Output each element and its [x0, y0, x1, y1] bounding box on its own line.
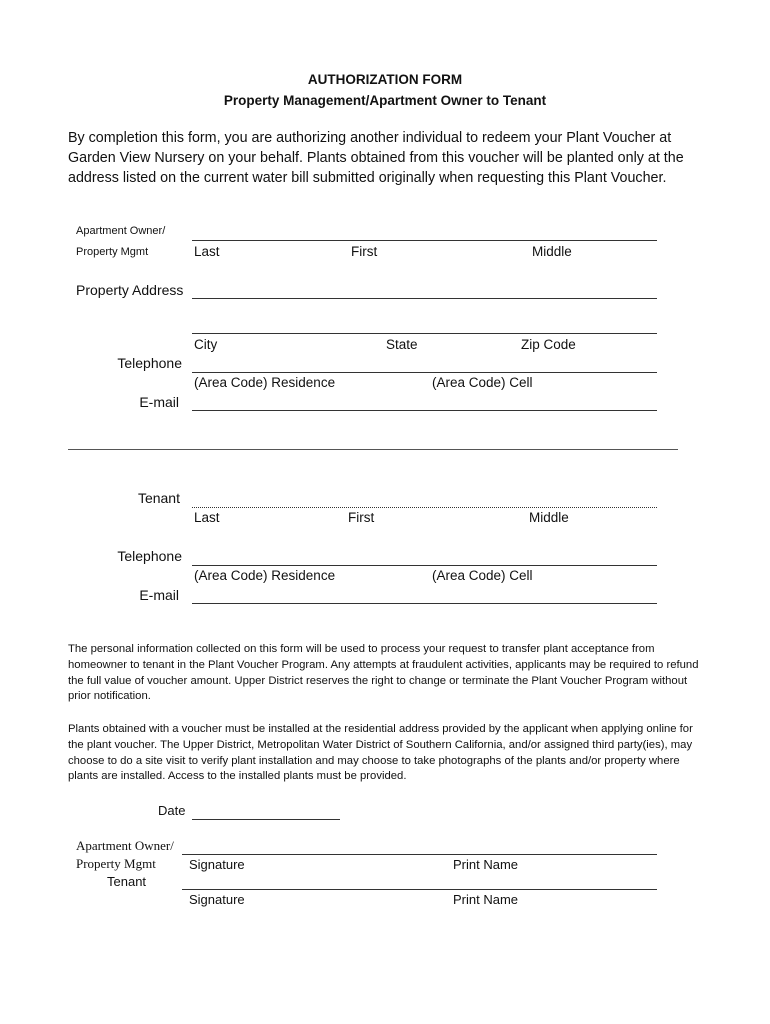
tenant-print-name-caption: Print Name — [453, 892, 519, 907]
sig-owner-label-line2: Property Mgmt — [76, 856, 156, 871]
owner-label-line2: Property Mgmt — [76, 246, 149, 258]
owner-print-name-caption: Print Name — [453, 857, 519, 872]
installation-paragraph: Plants obtained with a voucher must be installed at the residential address provided by the applicant when applying online for the plant voucher. The Upper District, Metropolitan Water District of Southern California, and/or assigned third party(ies), may choose to do a site visit to verify plant installation and may choose to take photographs of the plants and/or property where plants are installed. Access to the installed plants must be provided. — [68, 723, 693, 783]
tenant-telephone-field[interactable] — [192, 565, 657, 566]
tenant-first-caption: First — [348, 510, 375, 525]
tenant-email-label: E-mail — [139, 587, 179, 603]
owner-telephone-field[interactable] — [192, 372, 657, 373]
tenant-last-caption: Last — [194, 510, 220, 525]
tenant-cell-caption: (Area Code) Cell — [432, 568, 533, 583]
tenant-middle-caption: Middle — [529, 510, 569, 525]
section-divider — [68, 449, 678, 450]
owner-cell-caption: (Area Code) Cell — [432, 375, 533, 390]
owner-residence-caption: (Area Code) Residence — [194, 375, 336, 390]
owner-middle-caption: Middle — [532, 244, 572, 259]
sig-tenant-label: Tenant — [107, 874, 147, 889]
owner-label-line1: Apartment Owner/ — [76, 225, 166, 237]
tenant-signature-caption: Signature — [189, 892, 245, 907]
tenant-email-field[interactable] — [192, 603, 657, 604]
city-caption: City — [194, 337, 218, 352]
owner-first-caption: First — [351, 244, 378, 259]
tenant-label: Tenant — [137, 490, 180, 506]
property-address-field[interactable] — [192, 298, 657, 299]
state-caption: State — [386, 337, 418, 352]
form-subtitle: Property Management/Apartment Owner to Tenant — [223, 93, 547, 108]
owner-last-caption: Last — [194, 244, 220, 259]
privacy-paragraph: The personal information collected on this form will be used to process your request to transfer plant acceptance from homeowner to tenant in the Plant Voucher Program. Any attempts at fraudulent activities, applicants may be required to refund the full value of voucher amount. Upper District reserves the right to change or terminate the Plant Voucher Program without prior notification. — [68, 643, 699, 703]
tenant-signature-field[interactable] — [182, 889, 657, 890]
property-address-label: Property Address — [76, 282, 184, 298]
property-address-city-field[interactable] — [192, 333, 657, 334]
owner-email-field[interactable] — [192, 410, 657, 411]
date-field[interactable] — [192, 819, 340, 820]
tenant-telephone-label: Telephone — [117, 548, 182, 564]
date-label: Date — [158, 803, 186, 818]
owner-email-label: E-mail — [139, 394, 179, 410]
owner-signature-caption: Signature — [189, 857, 245, 872]
owner-telephone-label: Telephone — [117, 355, 182, 371]
intro-paragraph: By completion this form, you are authorizing another individual to redeem your Plant Voucher at Garden View Nursery on your behalf. Plants obtained from this voucher will be planted only at the address listed on the current water bill submitted originally when requesting this Plant Voucher. — [68, 130, 684, 186]
owner-name-field[interactable] — [192, 240, 657, 241]
tenant-name-field[interactable] — [192, 507, 657, 508]
zip-caption: Zip Code — [521, 337, 576, 352]
sig-owner-label-line1: Apartment Owner/ — [76, 838, 174, 853]
owner-signature-field[interactable] — [182, 854, 657, 855]
form-title: AUTHORIZATION FORM — [307, 72, 463, 87]
tenant-residence-caption: (Area Code) Residence — [194, 568, 336, 583]
